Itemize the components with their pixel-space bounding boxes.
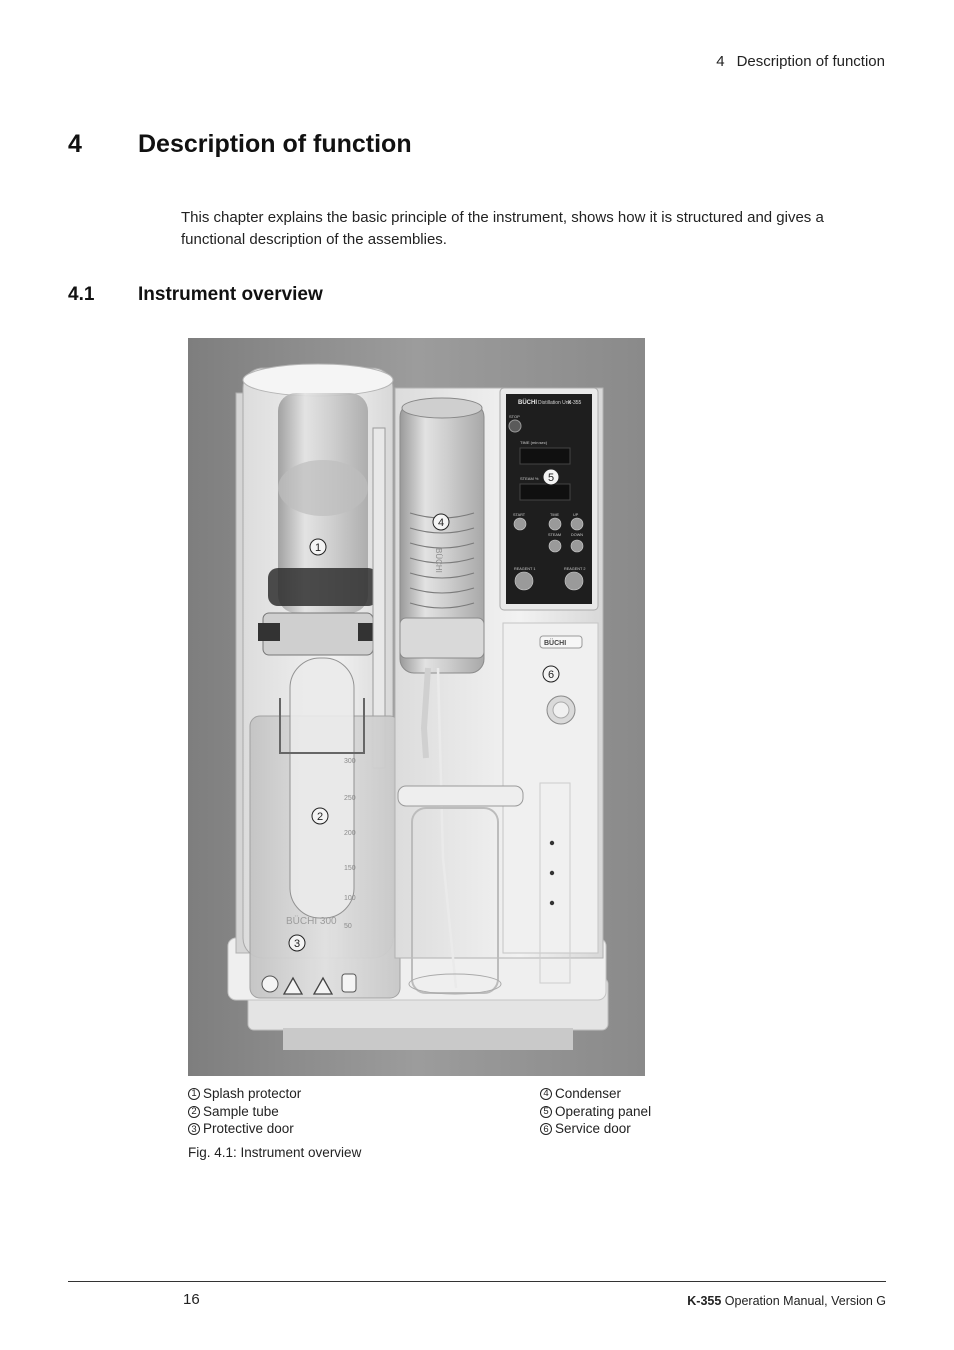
legend-number: 4 bbox=[540, 1088, 552, 1100]
running-header-title: Description of function bbox=[736, 53, 885, 70]
instrument-photo bbox=[188, 338, 645, 1076]
service-door-logo: BÜCHI bbox=[544, 640, 567, 647]
tube-marking: BÜCHI 300 bbox=[286, 916, 337, 927]
panel-btn-down-label: DOWN bbox=[571, 533, 584, 537]
condenser-logo: BÜCHI bbox=[434, 548, 443, 573]
legend-label: Protective door bbox=[203, 1121, 294, 1137]
legend-item bbox=[188, 1120, 301, 1138]
panel-model-prefix: Distillation Unit bbox=[538, 400, 572, 406]
legend-label: Sample tube bbox=[203, 1103, 279, 1119]
section-title: Instrument overview bbox=[138, 284, 323, 305]
figure-caption: Fig. 4.1: Instrument overview bbox=[188, 1145, 362, 1160]
legend-number: 5 bbox=[540, 1106, 552, 1118]
tube-scale-300: 300 bbox=[344, 758, 356, 765]
panel-btn-steam-label: STEAM bbox=[548, 533, 562, 537]
panel-btn-reagent2-label: REAGENT 2 bbox=[564, 567, 586, 571]
legend-number: 3 bbox=[188, 1123, 200, 1135]
legend-label: Service door bbox=[555, 1121, 631, 1137]
tube-scale-200: 200 bbox=[344, 830, 356, 837]
footer-text: Operation Manual, Version G bbox=[724, 1294, 886, 1308]
callout-6: 6 bbox=[547, 669, 555, 681]
panel-btn-time-label: TIME bbox=[550, 513, 560, 517]
section-heading bbox=[68, 284, 323, 306]
callout-1: 1 bbox=[314, 542, 322, 554]
panel-brand: BÜCHI bbox=[518, 400, 537, 406]
running-header bbox=[716, 53, 885, 70]
running-header-chapter-number: 4 bbox=[716, 53, 725, 70]
callout-4: 4 bbox=[437, 517, 445, 529]
panel-btn-start-label: START bbox=[513, 513, 526, 517]
page-number: 16 bbox=[183, 1291, 200, 1308]
legend-item bbox=[188, 1085, 301, 1103]
legend-right bbox=[540, 1085, 651, 1138]
legend-item bbox=[540, 1120, 651, 1138]
legend-left bbox=[188, 1085, 301, 1138]
section-number: 4.1 bbox=[68, 284, 95, 305]
panel-stop-label: STOP bbox=[509, 414, 520, 419]
intro-paragraph: This chapter explains the basic principle of the instrument, shows how it is structured and gives a functional description of the assemblies. bbox=[181, 209, 824, 248]
tube-scale-100: 100 bbox=[344, 895, 356, 902]
panel-btn-up-label: UP bbox=[573, 513, 579, 517]
callout-2: 2 bbox=[316, 811, 324, 823]
legend-item bbox=[188, 1103, 301, 1121]
legend-number: 6 bbox=[540, 1123, 552, 1135]
panel-btn-reagent1-label: REAGENT 1 bbox=[514, 567, 536, 571]
footer-model: K-355 bbox=[687, 1294, 722, 1308]
legend-label: Condenser bbox=[555, 1086, 622, 1101]
panel-time-label: TIME (min:sec) bbox=[520, 440, 548, 445]
chapter-heading bbox=[68, 130, 412, 159]
tube-scale-50: 50 bbox=[344, 923, 352, 930]
panel-model: K-355 bbox=[568, 400, 582, 406]
tube-scale-150: 150 bbox=[344, 865, 356, 872]
callout-3: 3 bbox=[293, 938, 301, 950]
panel-steam-label: STEAM % bbox=[520, 476, 539, 481]
legend-number: 1 bbox=[188, 1088, 200, 1100]
callout-5: 5 bbox=[547, 472, 555, 484]
footer-divider bbox=[68, 1281, 886, 1282]
legend-number: 2 bbox=[188, 1106, 200, 1118]
chapter-number: 4 bbox=[68, 130, 82, 158]
tube-scale-250: 250 bbox=[344, 795, 356, 802]
chapter-title: Description of function bbox=[138, 130, 412, 158]
legend-item bbox=[540, 1103, 651, 1121]
legend-label: Operating panel bbox=[555, 1103, 652, 1119]
footer-document-info bbox=[687, 1294, 886, 1308]
legend-label: Splash protector bbox=[203, 1086, 302, 1101]
legend-item bbox=[540, 1085, 651, 1103]
